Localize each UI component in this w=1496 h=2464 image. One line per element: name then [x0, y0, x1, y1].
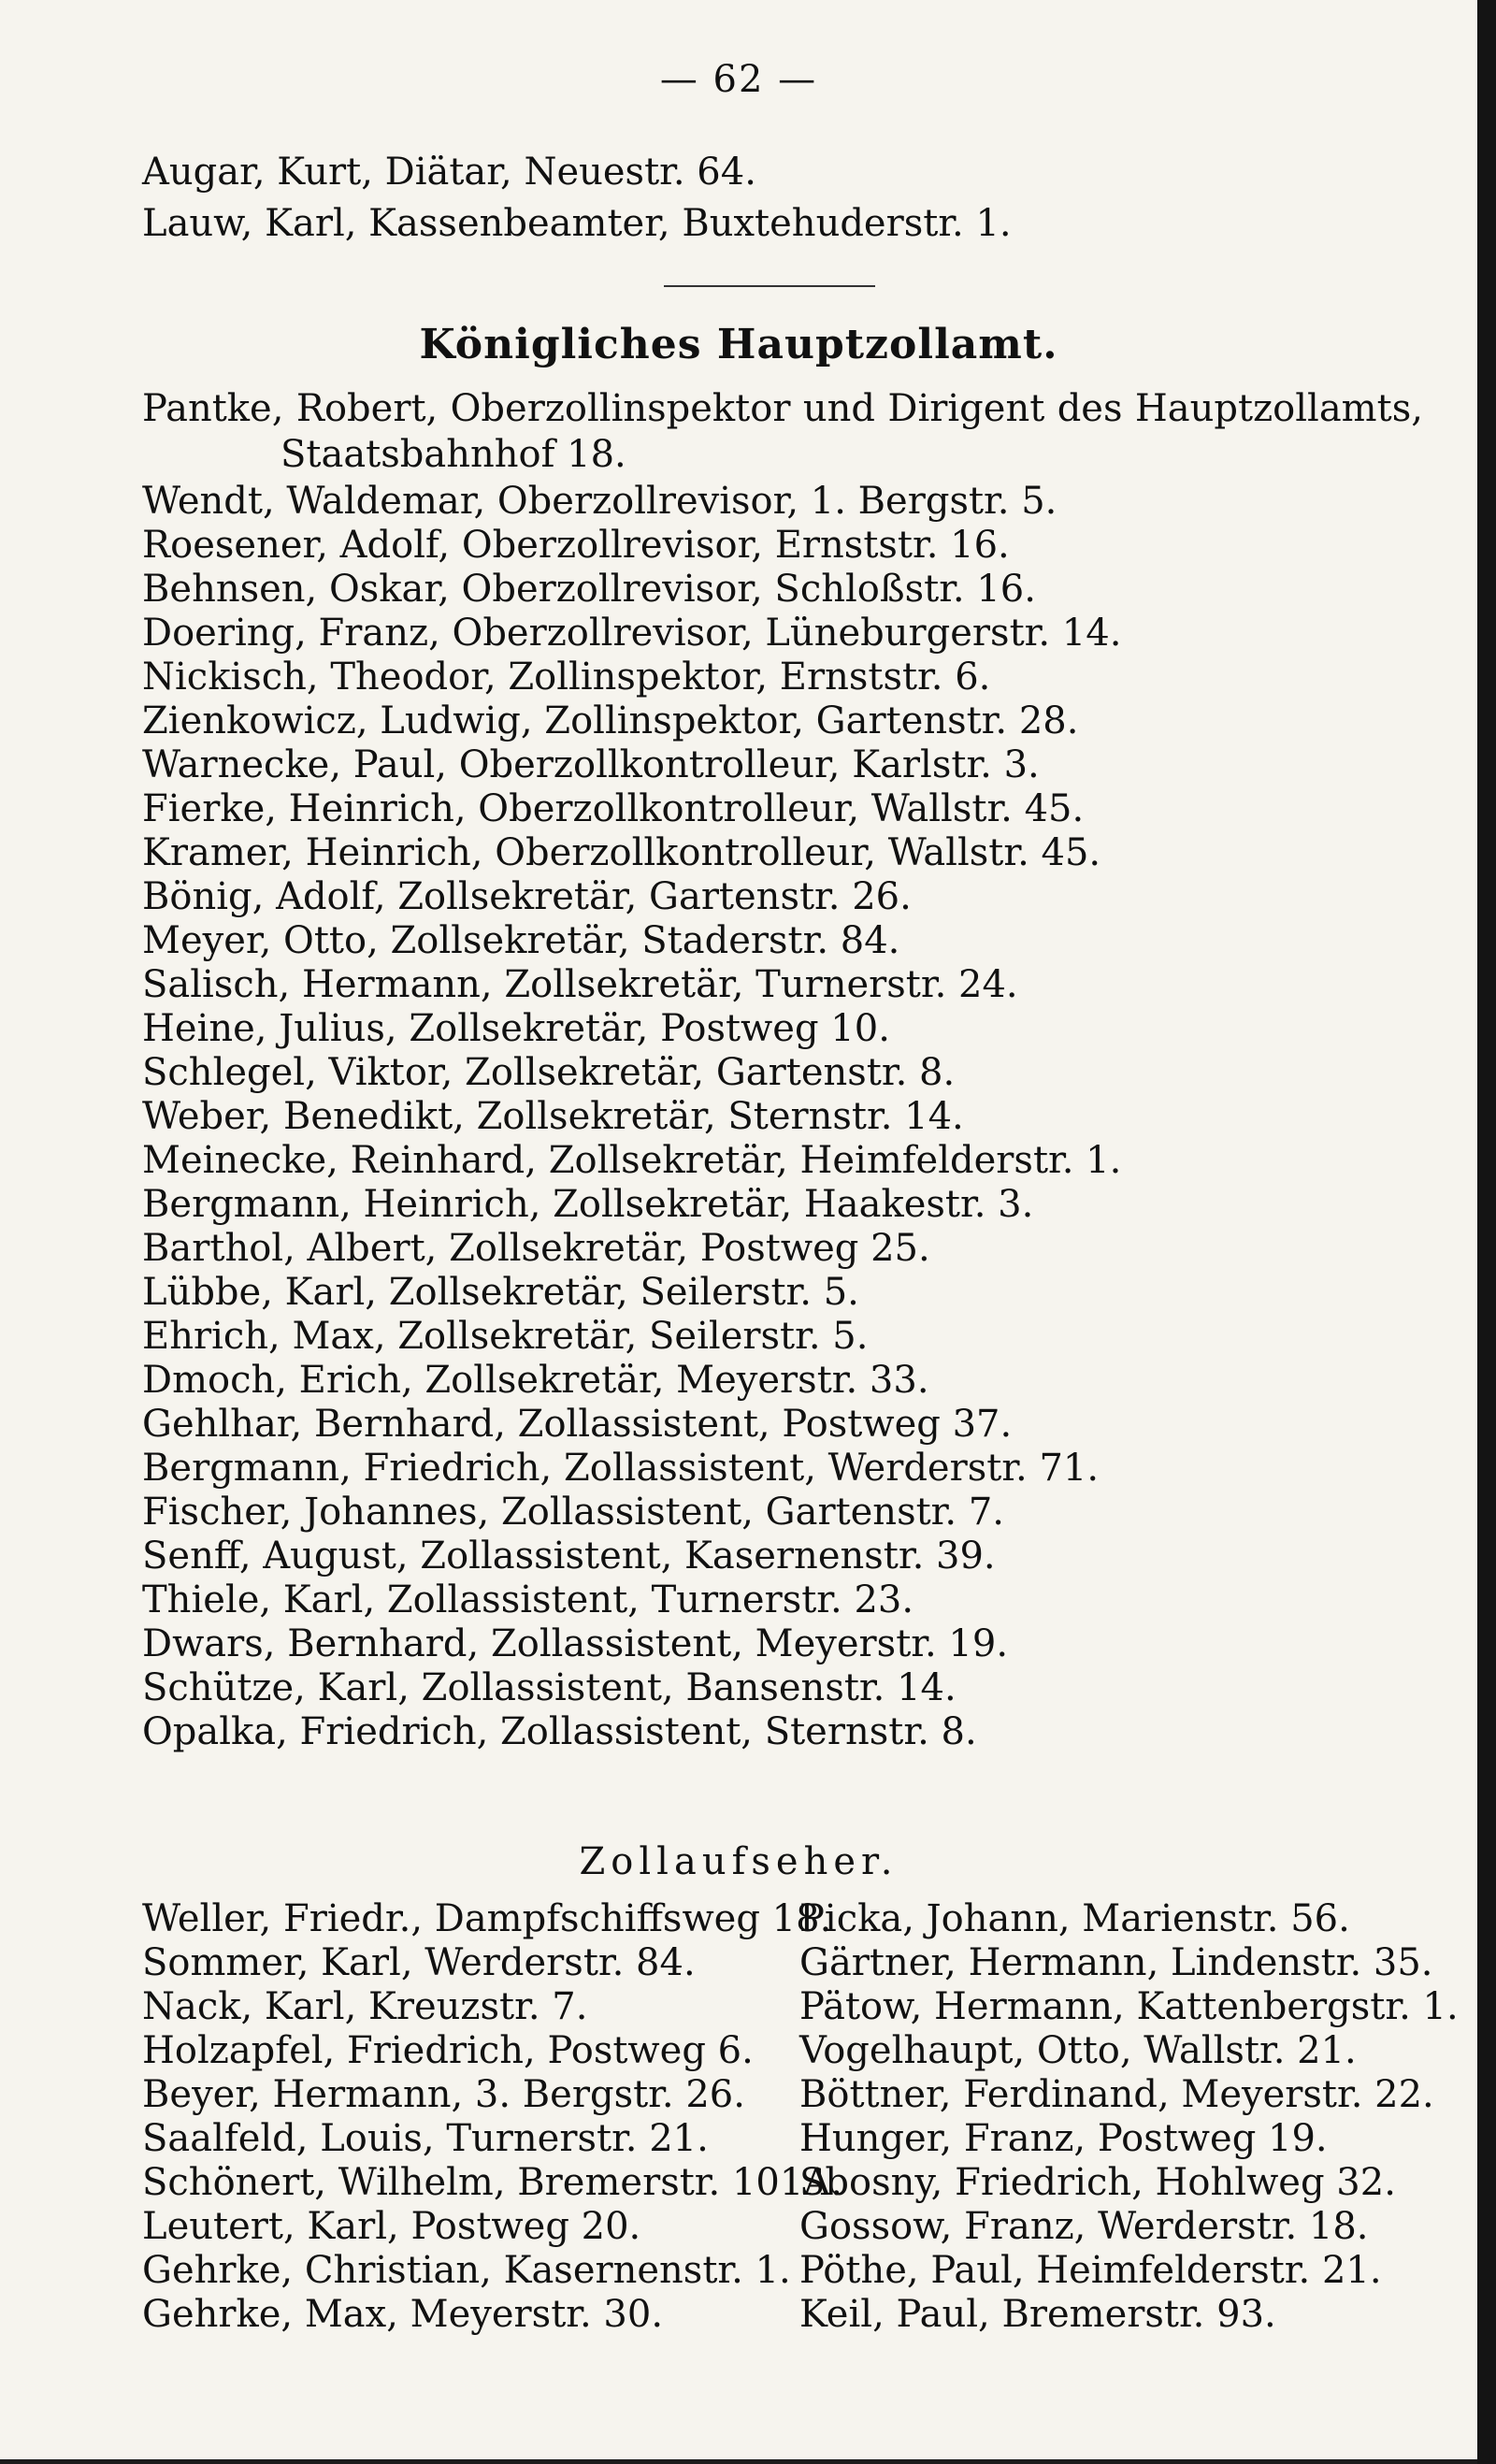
word: Pantke,	[142, 387, 284, 430]
right-column-entry: Gossow, Franz, Werderstr. 18.	[799, 2205, 1369, 2248]
entry-line: Doering, Franz, Oberzollrevisor, Lüneburgerstr. 14.	[142, 612, 1122, 655]
word: Dirigent	[887, 387, 1045, 430]
entry-line: Dwars, Bernhard, Zollassistent, Meyerstr. 19.	[142, 1622, 1009, 1665]
left-column-entry: Holzapfel, Friedrich, Postweg 6.	[142, 2029, 754, 2072]
entry-line: Opalka, Friedrich, Zollassistent, Sternstr. 8.	[142, 1710, 977, 1753]
left-column-entry: Weller, Friedr., Dampfschiffsweg 18.	[142, 1897, 832, 1940]
right-column-entry: Vogelhaupt, Otto, Wallstr. 21.	[799, 2029, 1357, 2072]
entry-line: Meyer, Otto, Zollsekretär, Staderstr. 84.	[142, 919, 900, 962]
left-column-entry: Gehrke, Max, Meyerstr. 30.	[142, 2293, 664, 2336]
entry-line: Thiele, Karl, Zollassistent, Turnerstr. 23.	[142, 1578, 914, 1621]
word: und	[802, 387, 875, 430]
right-column-entry: Hunger, Franz, Postweg 19.	[799, 2117, 1328, 2160]
section-divider	[664, 285, 875, 287]
entry-line: Bergmann, Heinrich, Zollsekretär, Haakestr. 3.	[142, 1183, 1034, 1226]
entry-line: Lauw, Karl, Kassenbeamter, Buxtehuderstr. 1.	[142, 202, 1012, 245]
word: Oberzollinspektor	[450, 387, 791, 430]
section-heading: Königliches Hauptzollamt.	[419, 321, 1058, 368]
entry-line: Fischer, Johannes, Zollassistent, Gartenstr. 7.	[142, 1491, 1004, 1534]
left-column-entry: Nack, Karl, Kreuzstr. 7.	[142, 1985, 588, 2028]
entry-line: Weber, Benedikt, Zollsekretär, Sternstr. 14.	[142, 1095, 964, 1138]
left-column-entry: Schönert, Wilhelm, Bremerstr. 101A.	[142, 2161, 842, 2204]
entry-line: Bergmann, Friedrich, Zollassistent, Werderstr. 71.	[142, 1447, 1100, 1490]
entry-line: Heine, Julius, Zollsekretär, Postweg 10.	[142, 1007, 890, 1050]
entry-line: Gehlhar, Bernhard, Zollassistent, Postweg 37.	[142, 1403, 1013, 1446]
entry-line: Kramer, Heinrich, Oberzollkontrolleur, Wallstr. 45.	[142, 831, 1101, 874]
right-column-entry: Picka, Johann, Marienstr. 56.	[799, 1897, 1350, 1940]
entry-line: Roesener, Adolf, Oberzollrevisor, Ernststr. 16.	[142, 524, 1010, 567]
entry-line: Zienkowicz, Ludwig, Zollinspektor, Gartenstr. 28.	[142, 699, 1079, 742]
word: des	[1057, 387, 1123, 430]
entry-line: Meinecke, Reinhard, Zollsekretär, Heimfelderstr. 1.	[142, 1139, 1122, 1182]
entry-line: Ehrich, Max, Zollsekretär, Seilerstr. 5.	[142, 1315, 869, 1358]
entry-line: Salisch, Hermann, Zollsekretär, Turnerstr. 24.	[142, 963, 1018, 1006]
right-column-entry: Pöthe, Paul, Heimfelderstr. 21.	[799, 2249, 1382, 2292]
entry-line: Senff, August, Zollassistent, Kasernenstr. 39.	[142, 1535, 996, 1578]
word: Robert,	[295, 387, 439, 430]
left-column-entry: Saalfeld, Louis, Turnerstr. 21.	[142, 2117, 709, 2160]
page-number: — 62 —	[659, 58, 818, 101]
right-column-entry: Sbosny, Friedrich, Hohlweg 32.	[799, 2161, 1396, 2204]
entry-line: Dmoch, Erich, Zollsekretär, Meyerstr. 33.	[142, 1359, 929, 1402]
entry-line: Schütze, Karl, Zollassistent, Bansenstr. 14.	[142, 1666, 957, 1709]
right-column-entry: Pätow, Hermann, Kattenbergstr. 1.	[799, 1985, 1459, 2028]
entry-line: Warnecke, Paul, Oberzollkontrolleur, Karlstr. 3.	[142, 743, 1040, 786]
subsection-heading: Zollaufseher.	[579, 1840, 899, 1883]
right-column-entry: Keil, Paul, Bremerstr. 93.	[799, 2293, 1276, 2336]
entry-line-justified	[142, 386, 1423, 431]
entry-line: Bönig, Adolf, Zollsekretär, Gartenstr. 26.	[142, 875, 912, 918]
entry-line: Barthol, Albert, Zollsekretär, Postweg 25.	[142, 1227, 930, 1270]
entry-line: Augar, Kurt, Diätar, Neuestr. 64.	[142, 151, 756, 194]
left-column-entry: Gehrke, Christian, Kasernenstr. 1.	[142, 2249, 791, 2292]
entry-line: Wendt, Waldemar, Oberzollrevisor, 1. Bergstr. 5.	[142, 480, 1057, 523]
entry-line: Nickisch, Theodor, Zollinspektor, Ernststr. 6.	[142, 656, 991, 699]
right-column-entry: Gärtner, Hermann, Lindenstr. 35.	[799, 1941, 1433, 1984]
entry-line: Behnsen, Oskar, Oberzollrevisor, Schloßstr. 16.	[142, 568, 1036, 611]
page-edge-shadow	[1477, 0, 1496, 2464]
entry-continuation: Staatsbahnhof 18.	[280, 433, 626, 476]
left-column-entry: Leutert, Karl, Postweg 20.	[142, 2205, 641, 2248]
right-column-entry: Böttner, Ferdinand, Meyerstr. 22.	[799, 2073, 1434, 2116]
entry-line: Schlegel, Viktor, Zollsekretär, Gartenstr. 8.	[142, 1051, 956, 1094]
entry-line: Fierke, Heinrich, Oberzollkontrolleur, Wallstr. 45.	[142, 787, 1085, 830]
word: Hauptzollamts,	[1134, 387, 1423, 430]
left-column-entry: Beyer, Hermann, 3. Bergstr. 26.	[142, 2073, 745, 2116]
entry-line: Lübbe, Karl, Zollsekretär, Seilerstr. 5.	[142, 1271, 859, 1314]
left-column-entry: Sommer, Karl, Werderstr. 84.	[142, 1941, 696, 1984]
